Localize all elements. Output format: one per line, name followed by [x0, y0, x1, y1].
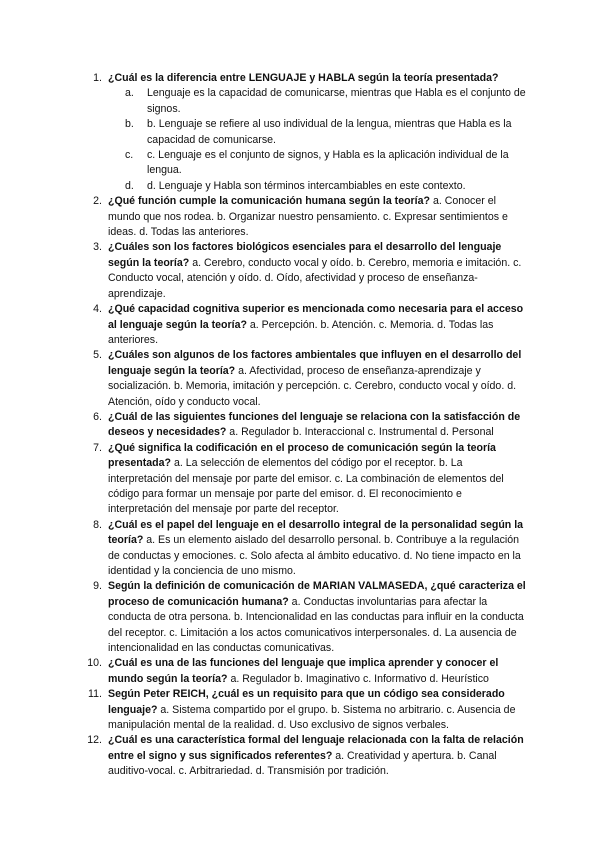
- question-prompt: Según la definición de comunicación de MARIAN VALMASEDA, ¿qué caracteriza el proceso de comunicación humana?: [108, 580, 526, 608]
- question-text: [108, 579, 528, 656]
- question-number: 2.: [93, 195, 102, 208]
- option-text: d. Lenguaje y Habla son términos intercambiables en este contexto.: [147, 179, 466, 192]
- option-letter: b.: [125, 118, 134, 131]
- question-prompt: ¿Cuál es la diferencia entre LENGUAJE y HABLA según la teoría presentada?: [108, 72, 499, 84]
- question-number: 11.: [88, 688, 102, 701]
- question-number: 8.: [93, 518, 102, 531]
- question-text: [108, 733, 528, 779]
- question-number: 4.: [93, 303, 102, 316]
- question-text: [108, 441, 528, 518]
- question-item: [93, 71, 528, 194]
- question-text: [108, 240, 528, 302]
- question-item: [93, 240, 528, 302]
- question-answers: a. Creatividad y apertura. b. Canal auditivo-vocal. c. Arbitrariedad. d. Transmisión por tradición.: [108, 749, 497, 778]
- question-text: [108, 656, 528, 687]
- question-number: 6.: [93, 410, 102, 423]
- question-prompt: Según Peter REICH, ¿cuál es un requisito para que un código sea considerado lenguaje?: [108, 688, 505, 716]
- question-prompt: ¿Qué función cumple la comunicación humana según la teoría?: [108, 195, 430, 208]
- question-text: [108, 518, 528, 580]
- option-letter: a.: [125, 87, 134, 100]
- question-answers: a. Regulador b. Imaginativo c. Informativo d. Heurístico: [227, 672, 489, 685]
- question-text: [108, 410, 528, 441]
- question-item: [93, 579, 528, 656]
- question-item: [93, 518, 528, 580]
- option-letter: c.: [125, 149, 134, 162]
- option-text: Lenguaje es la capacidad de comunicarse, mientras que Habla es el conjunto de signos.: [147, 87, 526, 115]
- question-answers: a. Cerebro, conducto vocal y oído. b. Cerebro, memoria e imitación. c. Conducto vocal, atención y oído. d. Oído, afectividad y proceso de enseñanza-aprendizaje.: [108, 256, 522, 300]
- question-item: [93, 302, 528, 348]
- question-item: [93, 194, 528, 240]
- question-answers: a. Percepción. b. Atención. c. Memoria. d. Todas las anteriores.: [108, 318, 494, 346]
- question-number: 12.: [87, 734, 102, 747]
- question-list: [87, 71, 528, 780]
- question-number: 1.: [93, 72, 102, 84]
- question-answers: a. Conocer el mundo que nos rodea. b. Organizar nuestro pensamiento. c. Expresar sentimientos e ideas. d. Todas las anteriores.: [108, 195, 508, 239]
- question-text: [108, 348, 528, 410]
- answer-option: [108, 179, 528, 194]
- question-answers: a. La selección de elementos del código por el receptor. b. La interpretación del mensaje por parte del emisor. c. La combinación de elementos del código para formar un mensaje por parte del emisor. d. El reconocimiento e interpretación del mensaje por parte del receptor.: [108, 457, 504, 516]
- question-item: [93, 410, 528, 441]
- answer-options: [108, 86, 528, 194]
- question-answers: a. Sistema compartido por el grupo. b. Sistema no arbitrario. c. Ausencia de manipulación mental de la realidad. d. Uso exclusivo de signos verbales.: [108, 703, 516, 732]
- question-item: [87, 733, 528, 779]
- question-prompt: ¿Cuáles son los factores biológicos esenciales para el desarrollo del lenguaje según la teoría?: [108, 241, 502, 269]
- option-text: b. Lenguaje se refiere al uso individual de la lengua, mientras que Habla es la capacidad de comunicarse.: [147, 118, 512, 146]
- answer-option: [108, 117, 528, 148]
- question-prompt: ¿Cuál es una característica formal del lenguaje relacionada con la falta de relación entre el signo y sus significados referentes?: [108, 734, 524, 762]
- question-text: [108, 687, 528, 733]
- option-letter: d.: [125, 179, 134, 192]
- question-item: [93, 348, 528, 410]
- answer-option: [108, 86, 528, 117]
- question-answers: a. Conductas involuntarias para afectar la conducta de otra persona. b. Intencionalidad en las conductas para influir en la conducta del receptor. c. Limitación a los actos comunicativos interpersonales. d. La ausencia de intencionalidad en las conductas comunicativas.: [108, 595, 524, 655]
- question-number: 5.: [93, 349, 102, 362]
- question-text: [108, 302, 528, 348]
- question-text: [108, 71, 528, 86]
- question-number: 10.: [87, 657, 102, 670]
- question-number: 9.: [93, 580, 102, 593]
- question-prompt: ¿Qué capacidad cognitiva superior es mencionada como necesaria para el acceso al lenguaje según la teoría?: [108, 303, 524, 331]
- question-answers: a. Regulador b. Interaccional c. Instrumental d. Personal: [226, 426, 494, 439]
- option-text: c. Lenguaje es el conjunto de signos, y Habla es la aplicación individual de la lengua.: [147, 149, 509, 177]
- question-number: 7.: [93, 441, 102, 454]
- question-item: [88, 687, 528, 733]
- question-prompt: ¿Cuál es el papel del lenguaje en el desarrollo integral de la personalidad según la teoría?: [108, 518, 524, 547]
- question-prompt: ¿Qué significa la codificación en el proceso de comunicación según la teoría presentada?: [108, 441, 496, 470]
- question-prompt: ¿Cuáles son algunos de los factores ambientales que influyen en el desarrollo del lenguaje según la teoría?: [108, 349, 522, 377]
- question-item: [93, 441, 528, 518]
- question-number: 3.: [93, 241, 102, 254]
- question-text: [108, 194, 528, 240]
- question-answers: a. Es un elemento aislado del desarrollo personal. b. Contribuye a la regulación de conductas y emociones. c. Solo afecta al ámbito educativo. d. No tiene impacto en la identidad y la conciencia de uno mismo.: [108, 534, 521, 577]
- question-answers: a. Afectividad, proceso de enseñanza-aprendizaje y socialización. b. Memoria, imitación y percepción. c. Cerebro, conducto vocal y oído. d. Atención, oído y conducto vocal.: [108, 364, 517, 408]
- question-item: [87, 656, 528, 687]
- question-prompt: ¿Cuál de las siguientes funciones del lenguaje se relaciona con la satisfacción de deseos y necesidades?: [108, 410, 521, 439]
- answer-option: [108, 148, 528, 179]
- question-prompt: ¿Cuál es una de las funciones del lenguaje que implica aprender y conocer el mundo según la teoría?: [108, 657, 499, 685]
